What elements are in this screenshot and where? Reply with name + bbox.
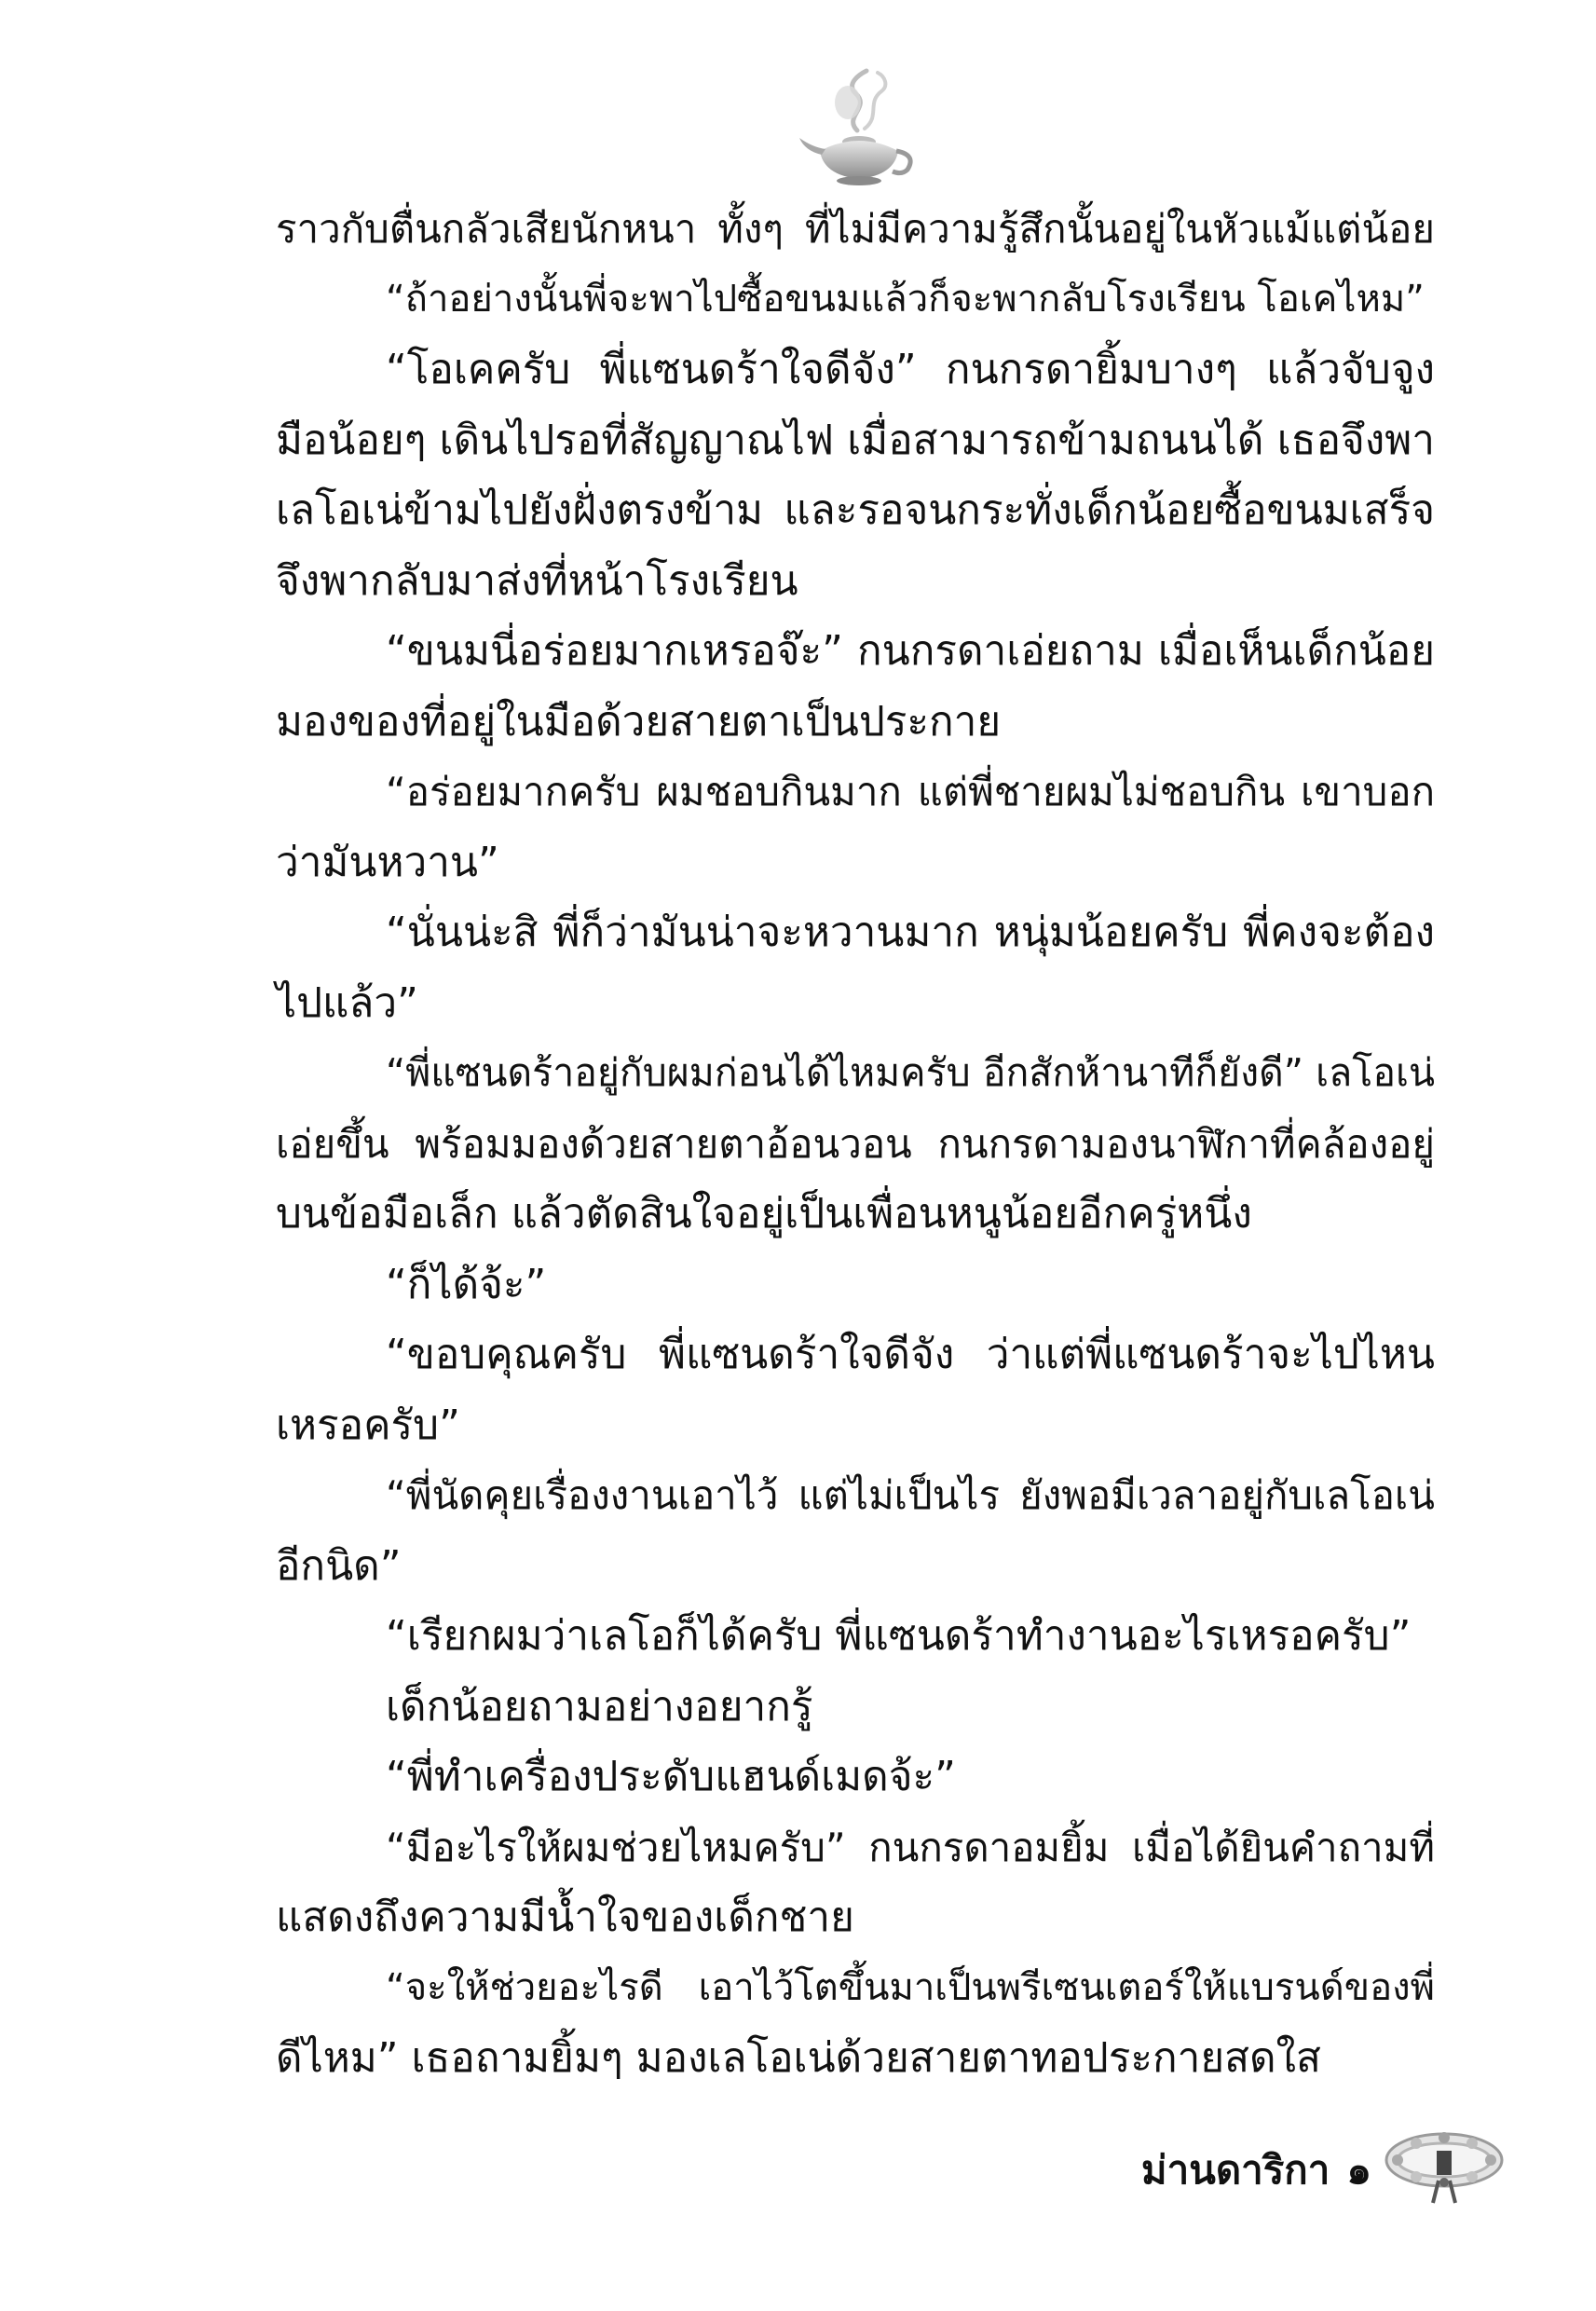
- text-line: “จะให้ช่วยอะไรดี เอาไว้โตขึ้นมาเป็นพรีเซนเตอร์ให้แบรนด์ของพี่: [386, 1965, 1435, 2009]
- text-line: “ขนมนี่อร่อยมากเหรอจ๊ะ” กนกรดาเอ่ยถาม เมื่อเห็นเด็กน้อย: [386, 627, 1435, 675]
- text-line: มือน้อยๆ เดินไปรอที่สัญญาณไฟ เมื่อสามารถข้ามถนนได้ เธอจึงพา: [276, 416, 1435, 464]
- text-line: บนข้อมือเล็ก แล้วตัดสินใจอยู่เป็นเพื่อนหนูน้อยอีกครู่หนึ่ง: [276, 1190, 1252, 1238]
- text-line: “พี่นัดคุยเรื่องงานเอาไว้ แต่ไม่เป็นไร ยังพอมีเวลาอยู่กับเลโอเน่: [386, 1472, 1435, 1518]
- text-line: “มีอะไรให้ผมช่วยไหมครับ” กนกรดาอมยิ้ม เมื่อได้ยินคำถามที่: [386, 1824, 1435, 1870]
- book-title: ม่านดาริกา: [1140, 2147, 1330, 2193]
- page-number: ๑: [1346, 2147, 1371, 2193]
- page-footer: [1099, 2113, 1528, 2207]
- text-line: เหรอครับ”: [276, 1401, 460, 1449]
- text-line: ดีไหม” เธอถามยิ้มๆ มองเลโอเน่ด้วยสายตาทอประกายสดใส: [276, 2034, 1321, 2082]
- text-line: “เรียกผมว่าเลโอก็ได้ครับ พี่แซนดร้าทำงานอะไรเหรอครับ”: [386, 1612, 1412, 1660]
- running-footer: [1141, 2140, 1371, 2201]
- text-line: ไปแล้ว”: [276, 978, 418, 1027]
- text-line: เด็กน้อยถามอย่างอยากรู้: [386, 1682, 813, 1730]
- text-line: เอ่ยขึ้น พร้อมมองด้วยสายตาอ้อนวอน กนกรดามองนาฬิกาที่คล้องอยู่: [276, 1120, 1435, 1167]
- text-line: จึงพากลับมาส่งที่หน้าโรงเรียน: [276, 556, 798, 605]
- body-text: [276, 194, 1435, 2094]
- text-line: แสดงถึงความมีน้ำใจของเด็กชาย: [276, 1894, 854, 1941]
- text-line: “นั่นน่ะสิ พี่ก็ว่ามันน่าจะหวานมาก หนุ่มน้อยครับ พี่คงจะต้อง: [386, 909, 1435, 956]
- text-line: มองของที่อยู่ในมือด้วยสายตาเป็นประกาย: [276, 697, 1002, 745]
- text-line: “ขอบคุณครับ พี่แซนดร้าใจดีจัง ว่าแต่พี่แซนดร้าจะไปไหน: [386, 1331, 1435, 1378]
- teapot-ornament-icon: [792, 65, 922, 196]
- bracelet-ornament-icon: [1379, 2123, 1509, 2207]
- text-line: อีกนิด”: [276, 1541, 402, 1590]
- text-line: “พี่ทำเครื่องประดับแฮนด์เมดจ้ะ”: [386, 1753, 956, 1800]
- text-line: เลโอเน่ข้ามไปยังฝั่งตรงข้าม และรอจนกระทั่งเด็กน้อยซื้อขนมเสร็จ: [276, 486, 1435, 534]
- text-line: ราวกับตื่นกลัวเสียนักหนา ทั้งๆ ที่ไม่มีความรู้สึกนั้นอยู่ในหัวแม้แต่น้อย: [276, 206, 1435, 252]
- text-line: “พี่แซนดร้าอยู่กับผมก่อนได้ไหมครับ อีกสักห้านาทีก็ยังดี” เลโอเน่: [386, 1050, 1435, 1095]
- text-line: “ก็ได้จ้ะ”: [386, 1260, 547, 1308]
- text-line: “อร่อยมากครับ ผมชอบกินมาก แต่พี่ชายผมไม่ชอบกิน เขาบอก: [386, 769, 1435, 814]
- text-line: “ถ้าอย่างนั้นพี่จะพาไปซื้อขนมแล้วก็จะพากลับโรงเรียน โอเคไหม”: [386, 277, 1425, 321]
- text-line: “โอเคครับ พี่แซนดร้าใจดีจัง” กนกรดายิ้มบางๆ แล้วจับจูง: [386, 346, 1435, 393]
- text-line: ว่ามันหวาน”: [276, 838, 499, 886]
